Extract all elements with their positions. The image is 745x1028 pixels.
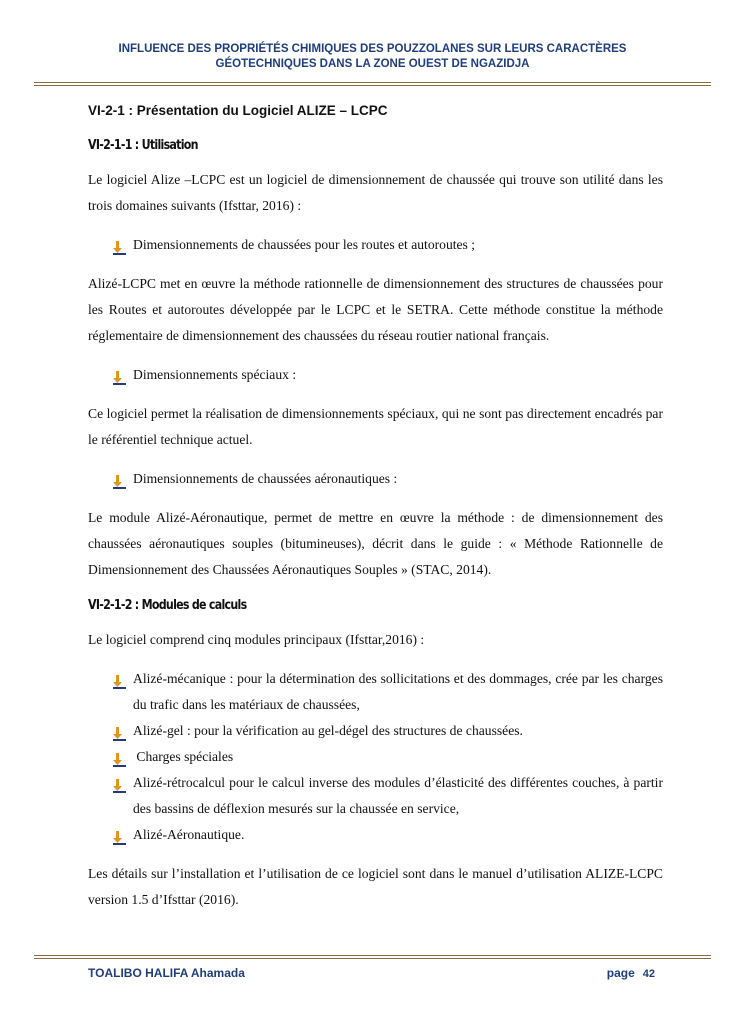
list-item-text: Alizé-rétrocalcul pour le calcul inverse des modules d’élasticité des différentes couches, à partir des bassins de déflexion mesurés sur la chaussée en service, [133,775,663,816]
bullet-list [88,466,663,492]
paragraph: Le module Alizé-Aéronautique, permet de mettre en œuvre la méthode : de dimensionnement des chaussées aéronautiques souples (bitumineuses), décrit dans le guide : « Méthode Rationnelle de Dimensionnement des Chaussées Aéronautiques Souples » (STAC, 2014). [88,510,663,577]
list-item [88,718,663,744]
paragraph: Le logiciel comprend cinq modules principaux (Ifsttar,2016) : [88,632,425,647]
subsection-title-modules: VI-2-1-2 : Modules de calculs [88,597,247,613]
list-item-text: Dimensionnements de chaussées aéronautiques : [133,471,398,486]
subsection-title-utilisation: VI-2-1-1 : Utilisation [88,137,198,153]
paragraph: Alizé-LCPC met en œuvre la méthode rationnelle de dimensionnement des structures de chaussées pour les Routes et autoroutes développée par le LCPC et le SETRA. Cette méthode constitue la méthode réglementaire de dimensionnement des chaussées du réseau routier national français. [88,276,663,343]
arrow-bullet-icon [113,724,126,738]
arrow-bullet-icon [113,672,126,686]
list-item [88,666,663,718]
paragraph: Les détails sur l’installation et l’utilisation de ce logiciel sont dans le manuel d’utilisation ALIZE-LCPC version 1.5 d’Ifsttar (2016). [88,866,663,907]
list-item-text: Charges spéciales [133,749,234,764]
running-header [60,42,685,72]
list-item [88,770,663,822]
section-title: VI-2-1 : Présentation du Logiciel ALIZE – LCPC [88,103,388,118]
page-label: page [606,966,635,980]
header-line-2: GÉOTECHNIQUES DANS LA ZONE OUEST DE NGAZIDJA [215,58,530,70]
list-item-text: Dimensionnements de chaussées pour les routes et autoroutes ; [133,237,476,252]
footer-rule-bottom [34,958,711,959]
header-rule-top [34,82,711,83]
list-item-text: Alizé-mécanique : pour la détermination des sollicitations et des dommages, crée par les charges du trafic dans les matériaux de chaussées, [133,671,663,712]
body-content [88,102,663,926]
bullet-list [88,232,663,258]
list-item [88,466,663,492]
list-item [88,822,663,848]
arrow-bullet-icon [113,238,126,252]
arrow-bullet-icon [113,750,126,764]
header-rule-bottom [34,85,711,86]
module-list [88,666,663,848]
list-item [88,744,663,770]
paragraph: Ce logiciel permet la réalisation de dimensionnements spéciaux, qui ne sont pas directement encadrés par le référentiel technique actuel. [88,406,663,447]
arrow-bullet-icon [113,368,126,382]
list-item [88,362,663,388]
list-item-text: Dimensionnements spéciaux : [133,367,297,382]
author-name: TOALIBO HALIFA Ahamada [88,966,245,980]
arrow-bullet-icon [113,828,126,842]
arrow-bullet-icon [113,472,126,486]
arrow-bullet-icon [113,776,126,790]
page-number: 42 [642,968,655,980]
header-line-1: INFLUENCE DES PROPRIÉTÉS CHIMIQUES DES POUZZOLANES SUR LEURS CARACTÈRES [118,43,627,55]
running-footer [88,966,663,982]
list-item [88,232,663,258]
list-item-text: Alizé-Aéronautique. [133,827,245,842]
paragraph: Le logiciel Alize –LCPC est un logiciel de dimensionnement de chaussée qui trouve son utilité dans les trois domaines suivants (Ifsttar, 2016) : [88,172,663,213]
bullet-list [88,362,663,388]
footer-rule-top [34,955,711,956]
page-indicator [607,966,655,980]
list-item-text: Alizé-gel : pour la vérification au gel-dégel des structures de chaussées. [133,723,523,738]
